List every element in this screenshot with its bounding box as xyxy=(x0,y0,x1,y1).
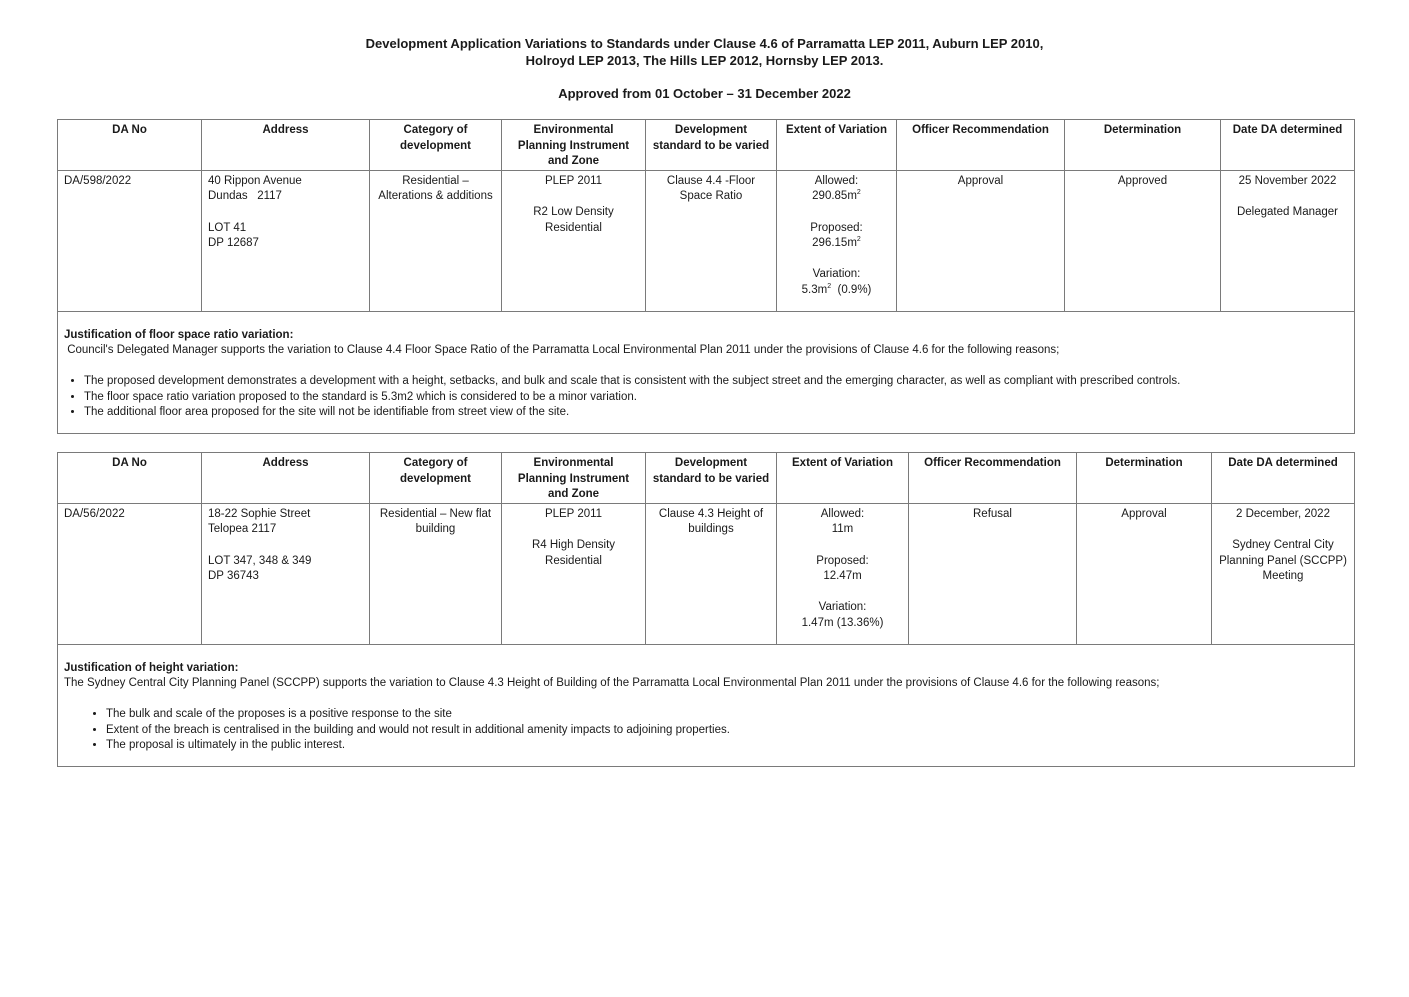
variation-value: 1.47m (13.36%) xyxy=(801,616,884,629)
address-lot: LOT 347, 348 & 349 xyxy=(208,554,312,567)
col-header-standard: Development standard to be varied xyxy=(646,120,777,171)
col-header-extent: Extent of Variation xyxy=(777,453,909,504)
category-cell: Residential – Alterations & additions xyxy=(370,170,502,311)
instrument-cell xyxy=(502,503,646,644)
col-header-address: Address xyxy=(202,120,370,171)
table-header-row xyxy=(58,453,1355,504)
category-cell: Residential – New flat building xyxy=(370,503,502,644)
date-determined: 2 December, 2022 xyxy=(1236,507,1330,520)
reasons-list xyxy=(64,707,1348,754)
variation-table-1 xyxy=(57,119,1355,434)
da-number: DA/598/2022 xyxy=(58,170,202,311)
list-item: • The bulk and scale of the proposes is a positive response to the site xyxy=(106,707,1348,723)
determination: Approval xyxy=(1077,503,1212,644)
address-street: 18-22 Sophie Street xyxy=(208,507,311,520)
list-item: • The proposed development demonstrates a development with a height, setbacks, and bulk and scale that is consistent with the subject street and the emerging character, as well as compliant with prescribed controls. xyxy=(84,374,1348,390)
variation-table-2 xyxy=(57,452,1355,767)
col-header-address: Address xyxy=(202,453,370,504)
zone-name: R2 Low Density Residential xyxy=(533,205,614,234)
determination: Approved xyxy=(1065,170,1221,311)
proposed-label: Proposed: xyxy=(816,554,869,567)
title-line-2: Holroyd LEP 2013, The Hills LEP 2012, Hornsby LEP 2013. xyxy=(525,53,884,68)
zone-name: R4 High Density Residential xyxy=(531,538,616,567)
extent-cell xyxy=(777,170,897,311)
extent-cell xyxy=(777,503,909,644)
justification-intro: Council's Delegated Manager supports the variation to Clause 4.4 Floor Space Ratio of the Parramatta Local Environmental Plan 2011 under the provisions of Clause 4.6 for the following reasons; xyxy=(64,344,1060,357)
col-header-da-no: DA No xyxy=(58,120,202,171)
officer-recommendation: Refusal xyxy=(909,503,1077,644)
list-item: • The proposal is ultimately in the public interest. xyxy=(106,738,1348,754)
col-header-standard: Development standard to be varied xyxy=(646,453,777,504)
col-header-date: Date DA determined xyxy=(1221,120,1355,171)
col-header-officer: Officer Recommendation xyxy=(897,120,1065,171)
justification-row xyxy=(58,311,1355,433)
address-suburb: Telopea 2117 xyxy=(208,523,277,536)
allowed-label: Allowed: xyxy=(820,507,865,520)
list-item: • The floor space ratio variation proposed to the standard is 5.3m2 which is considered to be a minor variation. xyxy=(84,390,1348,406)
list-item: • Extent of the breach is centralised in the building and would not result in additional amenity impacts to adjoining properties. xyxy=(106,723,1348,739)
variation-label: Variation: xyxy=(812,268,861,281)
unit-superscript: 2 xyxy=(856,189,861,197)
col-header-category: Category of development xyxy=(370,453,502,504)
address-lot: LOT 41 xyxy=(208,221,247,234)
col-header-officer: Officer Recommendation xyxy=(909,453,1077,504)
col-header-da-no: DA No xyxy=(58,453,202,504)
col-header-instrument: Environmental Planning Instrument and Zone xyxy=(502,453,646,504)
list-item: • The additional floor area proposed for the site will not be identifiable from street view of the site. xyxy=(84,405,1348,421)
address-dp: DP 36743 xyxy=(208,570,259,583)
instrument-name: PLEP 2011 xyxy=(544,507,603,520)
document-subtitle: Approved from 01 October – 31 December 2022 xyxy=(558,86,851,101)
reasons-list xyxy=(64,374,1348,421)
justification-row xyxy=(58,644,1355,766)
justification-intro: The Sydney Central City Planning Panel (SCCPP) supports the variation to Clause 4.3 Height of Building of the Parramatta Local Environmental Plan 2011 under the provisions of Clause 4.6 for the following reasons; xyxy=(64,677,1160,690)
address-dp: DP 12687 xyxy=(208,237,259,250)
unit-superscript: 2 xyxy=(856,236,861,244)
proposed-label: Proposed: xyxy=(810,221,863,234)
date-determined: 25 November 2022 xyxy=(1238,174,1337,187)
table-row xyxy=(58,170,1355,311)
table-header-row xyxy=(58,120,1355,171)
document-title xyxy=(0,35,1409,69)
col-header-instrument: Environmental Planning Instrument and Zone xyxy=(502,120,646,171)
table-row xyxy=(58,503,1355,644)
date-cell xyxy=(1212,503,1355,644)
proposed-value-line xyxy=(783,236,890,252)
justification-title: Justification of floor space ratio variation: xyxy=(64,328,294,341)
date-cell xyxy=(1221,170,1355,311)
justification-title: Justification of height variation: xyxy=(64,661,239,674)
col-header-determination: Determination xyxy=(1065,120,1221,171)
justification-cell xyxy=(58,311,1355,433)
justification-cell xyxy=(58,644,1355,766)
allowed-value: 11m xyxy=(831,523,854,536)
instrument-cell xyxy=(502,170,646,311)
instrument-name: PLEP 2011 xyxy=(544,174,603,187)
standard-cell: Clause 4.4 -Floor Space Ratio xyxy=(646,170,777,311)
address-cell xyxy=(202,503,370,644)
allowed-value: 290.85m xyxy=(812,190,857,203)
col-header-extent: Extent of Variation xyxy=(777,120,897,171)
allowed-value-line xyxy=(783,189,890,205)
title-line-1: Development Application Variations to Standards under Clause 4.6 of Parramatta LEP 2011, Auburn LEP 2010, xyxy=(365,36,1044,51)
variation-value-line xyxy=(783,283,890,299)
determined-by: Delegated Manager xyxy=(1236,205,1338,218)
officer-recommendation: Approval xyxy=(897,170,1065,311)
proposed-value: 296.15m xyxy=(812,237,857,250)
standard-cell: Clause 4.3 Height of buildings xyxy=(646,503,777,644)
proposed-value: 12.47m xyxy=(823,570,862,583)
da-number: DA/56/2022 xyxy=(58,503,202,644)
col-header-category: Category of development xyxy=(370,120,502,171)
variation-value: 5.3m xyxy=(801,283,828,296)
allowed-label: Allowed: xyxy=(814,174,859,187)
variation-percent: (0.9%) xyxy=(837,283,872,296)
unit-superscript: 2 xyxy=(827,282,832,290)
col-header-date: Date DA determined xyxy=(1212,453,1355,504)
col-header-determination: Determination xyxy=(1077,453,1212,504)
address-suburb: Dundas 2117 xyxy=(208,190,282,203)
determined-by: Sydney Central City Planning Panel (SCCPP) Meeting xyxy=(1219,538,1347,583)
variation-label: Variation: xyxy=(818,601,867,614)
address-street: 40 Rippon Avenue xyxy=(208,174,302,187)
address-cell xyxy=(202,170,370,311)
